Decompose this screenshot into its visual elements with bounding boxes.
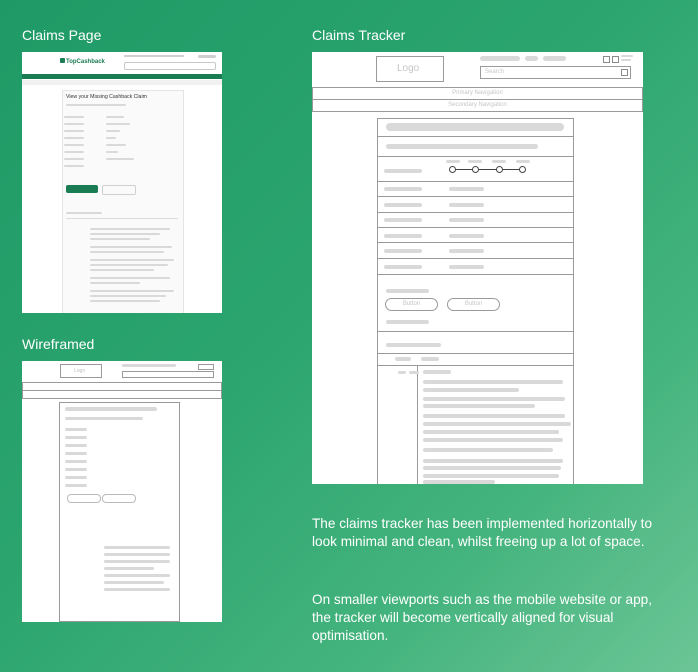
account-links (124, 55, 184, 57)
wire-content-lines (65, 407, 175, 497)
secondary-nav-bar[interactable] (22, 80, 222, 85)
messages-col-2 (421, 357, 439, 361)
top-link-1[interactable] (480, 56, 520, 61)
claim-values (106, 116, 146, 165)
wire-buttons-2[interactable] (102, 494, 136, 503)
wireframed-screenshot (22, 361, 222, 622)
primary-navigation-label: Primary Navigation (452, 90, 503, 96)
message-text-lines (90, 228, 180, 305)
top-link-2[interactable] (525, 56, 538, 61)
top-link-3[interactable] (543, 56, 566, 61)
description-paragraph-2: On smaller viewports such as the mobile website or app, the tracker will become vertically aligned for visual optimisation. (312, 592, 652, 643)
reply-button[interactable] (66, 185, 98, 193)
claim-title: View your Missing Cashback Claim (66, 94, 147, 100)
close-claim-button[interactable] (102, 185, 136, 195)
action-button-2-label: Button (464, 301, 483, 307)
wire-secondary-nav[interactable] (22, 390, 222, 399)
wireframed-heading: Wireframed (22, 336, 95, 352)
tracker-step-2-icon (472, 166, 479, 173)
account-text-2[interactable] (621, 59, 631, 61)
search-icon[interactable] (621, 69, 628, 76)
primary-nav-bar[interactable] (22, 74, 222, 79)
messages-table (66, 218, 178, 219)
claim-subtitle (66, 104, 126, 106)
header-icon-2[interactable] (612, 56, 619, 63)
wire-search-input[interactable] (122, 371, 214, 378)
messages-heading (386, 343, 441, 347)
tracker-logo-text: Logo (397, 63, 420, 74)
tracker-row-label (384, 169, 422, 173)
claims-page-heading: Claims Page (22, 27, 102, 43)
wire-icons (198, 364, 214, 370)
brand-mark-icon (60, 58, 65, 63)
claim-title-bar (386, 123, 564, 131)
claims-tracker-heading: Claims Tracker (312, 27, 406, 43)
wire-buttons[interactable] (67, 494, 101, 503)
tracker-step-1-icon (449, 166, 456, 173)
brand-logo: TopCashback (60, 58, 105, 65)
claim-subtitle-bar (386, 144, 538, 149)
action-button-1-label: Button (402, 301, 421, 307)
header-icon-1[interactable] (603, 56, 610, 63)
messages-col-1 (395, 357, 411, 361)
claim-progress-tracker (446, 160, 536, 176)
claims-page-screenshot (22, 52, 222, 313)
wire-message-lines (104, 546, 174, 595)
site-search-input[interactable] (124, 62, 216, 70)
claims-tracker-wireframe (312, 52, 643, 484)
wire-top-links (122, 364, 176, 367)
action-section-note (386, 320, 429, 324)
wire-logo-text: Logo (74, 368, 86, 374)
account-icons (198, 55, 216, 58)
message-meta-2 (409, 371, 419, 374)
secondary-navigation-label: Secondary Navigation (448, 102, 507, 108)
messages-heading (66, 212, 102, 214)
account-text[interactable] (621, 55, 633, 57)
description-paragraph-1: The claims tracker has been implemented horizontally to look minimal and clean, whilst freeing up a lot of space. (312, 516, 653, 549)
action-section-label (386, 289, 429, 293)
message-meta-1 (398, 371, 406, 374)
tracker-step-3-icon (496, 166, 503, 173)
tracker-step-4-icon (519, 166, 526, 173)
tracker-search-placeholder: Search (485, 69, 505, 75)
